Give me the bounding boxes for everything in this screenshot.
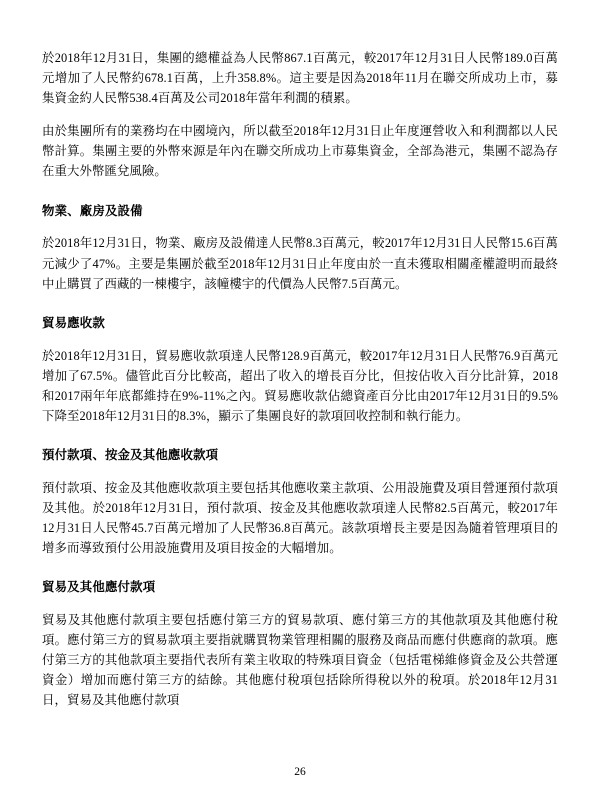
heading-trade-other-payables: 貿易及其他應付款項: [42, 580, 156, 595]
heading-prepayments-deposits-other-receivables: 預付款項、按金及其他應收款項: [42, 447, 219, 462]
paragraph-trade-receivables: 於2018年12月31日，貿易應收款項達人民幣128.9百萬元，較2017年12月31日人民幣76.9百萬元增加了67.5%。儘管此百分比較高，超出了收入的增長百分比，但按佔收入百分比計算，2018和2017兩年年底都維持在9%-11%之內。貿易應收款佔總資產百分比由2017年12月31日的9.5%下降至2018年12月31日的8.3%，顯示了集團良好的款項回收控制和執行能力。: [42, 348, 558, 423]
heading-trade-receivables: 貿易應收款: [42, 315, 105, 330]
heading-property-plant-equipment: 物業、廠房及設備: [42, 203, 143, 218]
paragraph-trade-other-payables: 貿易及其他應付款項主要包括應付第三方的貿易款項、應付第三方的其他款項及其他應付稅項。應付第三方的貿易款項主要指就購買物業管理相關的服務及商品而應付供應商的款項。應付第三方的其他款項主要指代表所有業主收取的特殊項目資金（包括電梯維修資金及公共營運資金）增加而應付第三方的結餘。其他應付稅項包括除所得稅以外的稅項。於2018年12月31日，貿易及其他應付款項: [42, 612, 558, 708]
page-number: 26: [294, 766, 306, 778]
paragraph-property-plant-equipment: 於2018年12月31日，物業、廠房及設備達人民幣8.3百萬元，較2017年12月31日人民幣15.6百萬元減少了47%。主要是集團於截至2018年12月31日止年度由於一直未獲取相關產權證明而最終中止購買了西藏的一棟樓宇，該幢樓宇的代價為人民幣7.5百萬元。: [42, 236, 558, 291]
paragraph-prepayments-deposits-other-receivables: 預付款項、按金及其他應收款項主要包括其他應收業主款項、公用設施費及項目營運預付款項及其他。於2018年12月31日，預付款項、按金及其他應收款項達人民幣82.5百萬元，較2017年12月31日人民幣45.7百萬元增加了人民幣36.8百萬元。該款項增長主要是因為隨着管理項目的增多而導致預付公用設施費用及項目按金的大幅增加。: [42, 480, 558, 556]
paragraph-currency-risk: 由於集團所有的業務均在中國境內，所以截至2018年12月31日止年度運營收入和利潤都以人民幣計算。集團主要的外幣來源是年內在聯交所成功上市募集資金，全部為港元，集團不認為存在重大外幣匯兌風險。: [42, 124, 558, 179]
paragraph-total-equity: 於2018年12月31日，集團的總權益為人民幣867.1百萬元，較2017年12月31日人民幣189.0百萬元增加了人民幣約678.1百萬，上升358.8%。這主要是因為2018年11月在聯交所成功上市，募集資金約人民幣538.4百萬及公司2018年當年利潤的積累。: [42, 51, 558, 106]
